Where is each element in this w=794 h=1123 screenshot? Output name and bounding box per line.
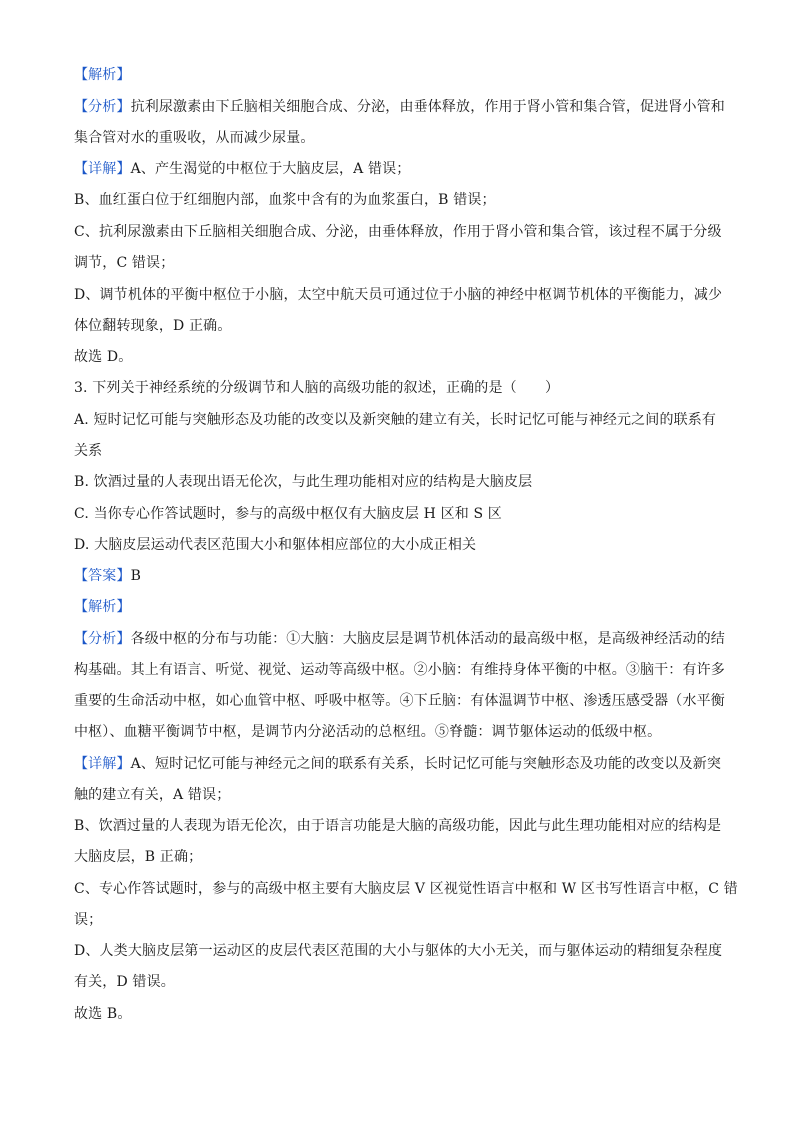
line-text: A、产生渴觉的中枢位于大脑皮层，A 错误；: [130, 161, 411, 177]
line-text: A、短时记忆可能与神经元之间的联系有关系，长时记忆可能与突触形态及功能的改变以及新突: [130, 756, 722, 772]
paragraph-line: [74, 597, 131, 617]
line-text: 大脑皮层，B 正确；: [74, 849, 203, 865]
answer-line: [74, 566, 141, 586]
paragraph-line: [74, 159, 410, 179]
paragraph-line: [74, 253, 174, 273]
section-tag: 【解析】: [74, 599, 131, 615]
line-text: 体位翻转现象，D 正确。: [74, 318, 232, 334]
paragraph-line: [74, 128, 315, 148]
option-a: [74, 410, 716, 430]
line-text: 集合管对水的重吸收，从而减少尿量。: [74, 130, 315, 146]
section-tag: 【详解】: [74, 756, 131, 772]
line-text: 抗利尿激素由下丘脑相关细胞合成、分泌，由垂体释放，作用于肾小管和集合管，促进肾小管和: [130, 99, 725, 115]
paragraph-line: [74, 1004, 132, 1024]
line-text: 触的建立有关，A 错误；: [74, 787, 231, 803]
line-text: B: [130, 568, 142, 584]
line-text: 故选 B。: [74, 1006, 132, 1022]
line-text: A. 短时记忆可能与突触形态及功能的改变以及新突触的建立有关，长时记忆可能与神经元之间的联系有: [74, 412, 717, 428]
paragraph-line: [74, 65, 131, 85]
line-text: 重要的生命活动中枢，如心血管中枢、呼吸中枢等。④下丘脑：有体温调节中枢、渗透压感受器（水平衡: [74, 693, 725, 709]
line-text: 中枢）、血糖平衡调节中枢，是调节内分泌活动的总枢纽。⑤脊髓：调节躯体运动的低级中枢。: [74, 724, 662, 740]
line-text: B、血红蛋白位于红细胞内部，血浆中含有的为血浆蛋白，B 错误；: [74, 192, 496, 208]
line-text: 调节，C 错误；: [74, 255, 175, 271]
line-text: B、饮酒过量的人表现为语无伦次，由于语言功能是大脑的高级功能，因此与此生理功能相对应的结构是: [74, 818, 722, 834]
paragraph-line: [74, 347, 132, 367]
line-text: D. 大脑皮层运动代表区范围大小和躯体相应部位的大小成正相关: [74, 537, 477, 553]
paragraph-line: [74, 754, 721, 774]
option-b: [74, 472, 532, 492]
line-text: 构基础。其上有语言、听觉、视觉、运动等高级中枢。②小脑：有维持身体平衡的中枢。③脑干：有许多: [74, 662, 725, 678]
paragraph-line: [74, 879, 738, 899]
section-tag: 【答案】: [74, 568, 131, 584]
paragraph-line: [74, 722, 661, 742]
paragraph-line: [74, 629, 725, 649]
line-text: 关系: [74, 443, 103, 459]
line-text: C、抗利尿激素由下丘脑相关细胞合成、分泌，由垂体释放，作用于肾小管和集合管，该过程不属于分级: [74, 224, 722, 240]
paragraph-line: [74, 190, 496, 210]
option-a-continued: [74, 441, 102, 461]
section-tag: 【分析】: [74, 631, 131, 647]
paragraph-line: [74, 97, 725, 117]
paragraph-line: [74, 285, 722, 305]
paragraph-line: [74, 816, 721, 836]
paragraph-line: [74, 785, 230, 805]
paragraph-line: [74, 691, 725, 711]
line-text: C、专心作答试题时，参与的高级中枢主要有大脑皮层 V 区视觉性语言中枢和 W 区书写性语言中枢，C 错: [74, 881, 738, 897]
line-text: C. 当你专心作答试题时，参与的高级中枢仅有大脑皮层 H 区和 S 区: [74, 506, 502, 522]
option-c: [74, 504, 502, 524]
line-text: D、调节机体的平衡中枢位于小脑，太空中航天员可通过位于小脑的神经中枢调节机体的平衡能力，减少: [74, 287, 723, 303]
paragraph-line: [74, 316, 231, 336]
option-d: [74, 535, 476, 555]
paragraph-line: [74, 910, 102, 930]
paragraph-line: [74, 222, 722, 242]
section-tag: 【详解】: [74, 161, 131, 177]
section-tag: 【解析】: [74, 67, 131, 83]
line-text: 3. 下列关于神经系统的分级调节和人脑的高级功能的叙述，正确的是（ ）: [74, 380, 560, 396]
paragraph-line: [74, 847, 202, 867]
line-text: D、人类大脑皮层第一运动区的皮层代表区范围的大小与躯体的大小无关，而与躯体运动的精细复杂程度: [74, 943, 723, 959]
section-tag: 【分析】: [74, 99, 131, 115]
paragraph-line: [74, 972, 175, 992]
line-text: 有关，D 错误。: [74, 974, 175, 990]
paragraph-line: [74, 941, 722, 961]
line-text: 各级中枢的分布与功能：①大脑：大脑皮层是调节机体活动的最高级中枢，是高级神经活动的结: [130, 631, 725, 647]
paragraph-line: [74, 660, 725, 680]
line-text: B. 饮酒过量的人表现出语无伦次，与此生理功能相对应的结构是大脑皮层: [74, 474, 533, 490]
line-text: 故选 D。: [74, 349, 133, 365]
line-text: 误；: [74, 912, 103, 928]
question-stem: [74, 378, 559, 398]
